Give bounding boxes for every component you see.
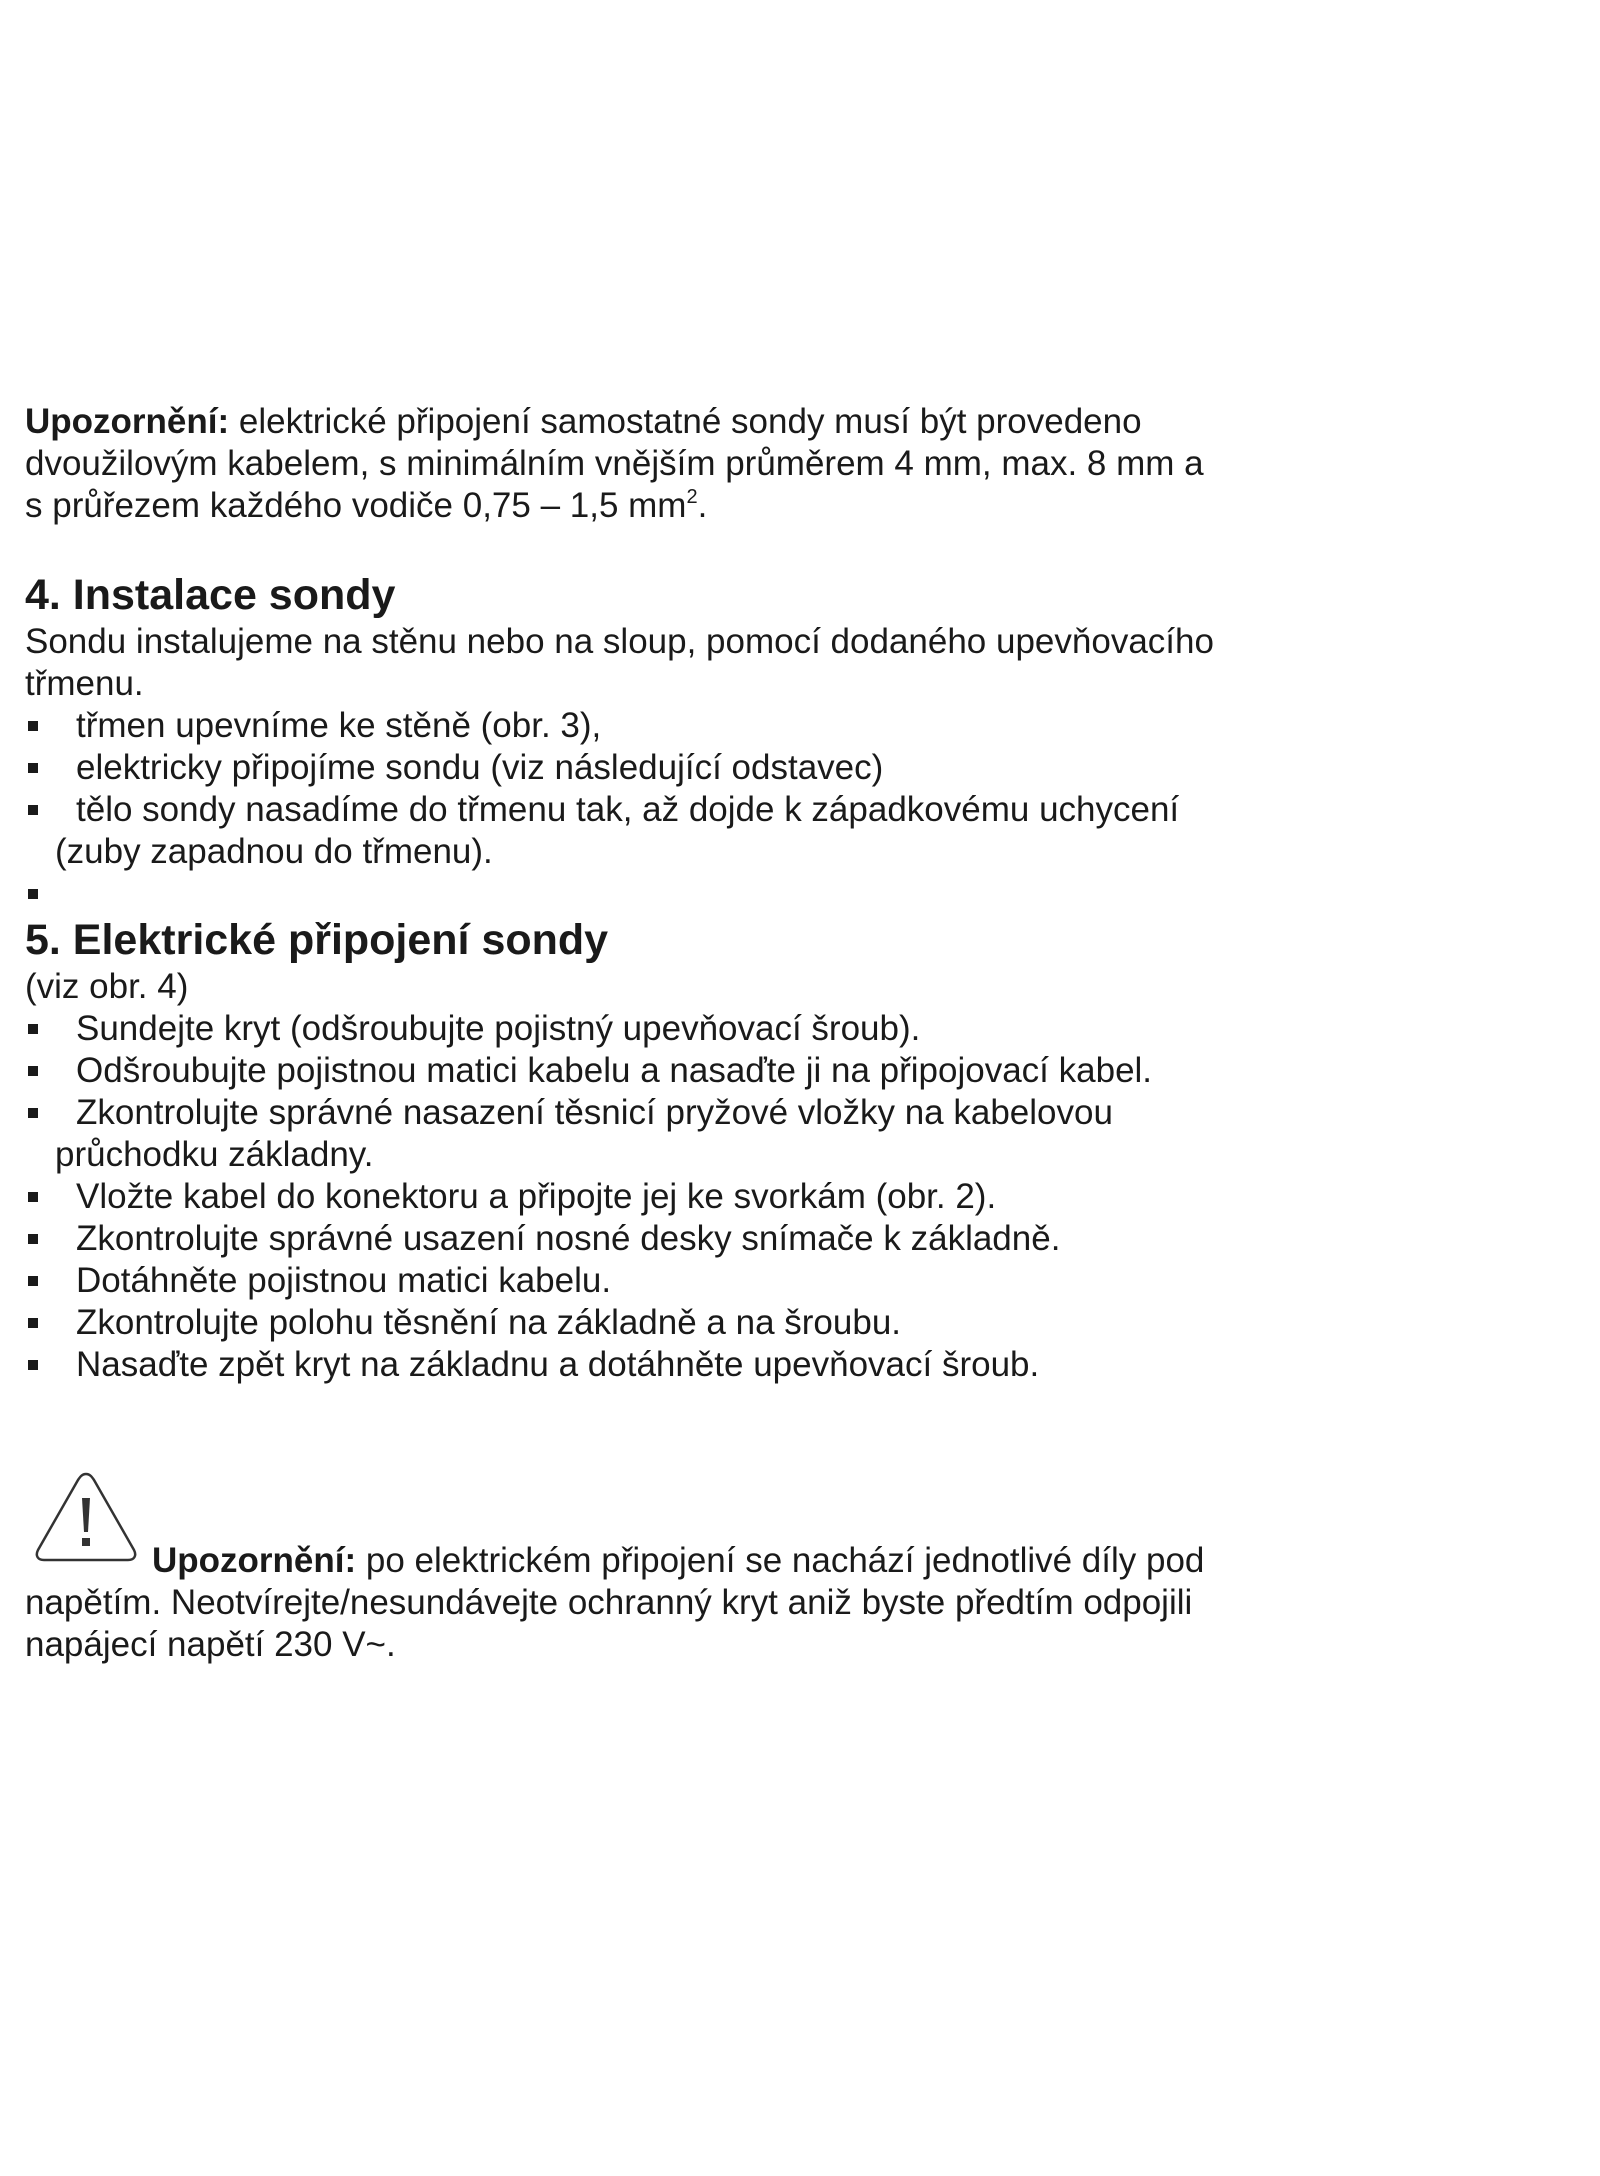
- list-item: [25, 747, 1305, 789]
- list-item-text: Dotáhněte pojistnou matici kabelu.: [76, 1261, 612, 1300]
- cable-note-line-3: [25, 485, 1305, 527]
- list-item: [25, 705, 1305, 747]
- warning-line-1: [152, 1540, 1204, 1582]
- list-item-text: průchodku základny.: [55, 1135, 374, 1174]
- list-item-text: Odšroubujte pojistnou matici kabelu a nasaďte ji na připojovací kabel.: [76, 1051, 1153, 1090]
- bullet-icon: [28, 763, 38, 773]
- bullet-icon: [28, 889, 38, 899]
- warning-label: Upozornění:: [152, 1541, 357, 1580]
- superscript: 2: [686, 486, 698, 508]
- section-4-steps: [25, 705, 1305, 873]
- section-4-intro-line-2: třmenu.: [25, 664, 144, 703]
- list-item-text: (zuby zapadnou do třmenu).: [55, 832, 493, 871]
- list-item: [25, 1008, 1305, 1050]
- list-item: [25, 1218, 1305, 1260]
- list-item: [25, 1344, 1305, 1386]
- bullet-icon: [28, 1318, 38, 1328]
- bullet-icon: [28, 1066, 38, 1076]
- list-item-text: Nasaďte zpět kryt na základnu a dotáhněte upevňovací šroub.: [76, 1345, 1040, 1384]
- warning-line-2: napětím. Neotvírejte/nesundávejte ochranný kryt aniž byste předtím odpojili: [25, 1583, 1193, 1622]
- list-item: [25, 1260, 1305, 1302]
- bullet-icon: [28, 721, 38, 731]
- bullet-icon: [28, 805, 38, 815]
- list-item: [25, 1092, 1305, 1176]
- list-item-text: třmen upevníme ke stěně (obr. 3),: [76, 706, 602, 745]
- cable-note-line-1: [25, 401, 1305, 443]
- section-5-steps: [25, 1008, 1305, 1386]
- warning-line-3: napájecí napětí 230 V~.: [25, 1625, 396, 1664]
- note-text: s průřezem každého vodiče 0,75 – 1,5 mm: [25, 486, 687, 525]
- note-label: Upozornění:: [25, 402, 230, 441]
- list-item-text: Vložte kabel do konektoru a připojte jej ke svorkám (obr. 2).: [76, 1177, 997, 1216]
- bullet-icon: [28, 1192, 38, 1202]
- section-4-intro-line-1: Sondu instalujeme na stěnu nebo na sloup, pomocí dodaného upevňovacího: [25, 622, 1214, 661]
- bullet-icon: [28, 1360, 38, 1370]
- warning-paragraph: [25, 1582, 1305, 1666]
- list-item-text: Sundejte kryt (odšroubujte pojistný upevňovací šroub).: [76, 1009, 921, 1048]
- section-4-heading: 4. Instalace sondy: [25, 571, 396, 619]
- section-5-ref-text: (viz obr. 4): [25, 967, 189, 1006]
- list-item: [25, 789, 1305, 873]
- list-item: [25, 1050, 1305, 1092]
- list-item-text: tělo sondy nasadíme do třmenu tak, až dojde k západkovému uchycení: [76, 790, 1180, 829]
- list-item-text: Zkontrolujte správné usazení nosné desky snímače k základně.: [76, 1219, 1061, 1258]
- section-4-intro: [25, 621, 1305, 705]
- bullet-icon: [28, 1276, 38, 1286]
- list-item-text: elektricky připojíme sondu (viz následující odstavec): [76, 748, 884, 787]
- list-item: [25, 1176, 1305, 1218]
- warning-text: po elektrickém připojení se nachází jednotlivé díly pod: [356, 1541, 1205, 1580]
- section-5-ref: [25, 966, 1305, 1008]
- list-item-text: Zkontrolujte polohu těsnění na základně a na šroubu.: [76, 1303, 902, 1342]
- section-5-heading: 5. Elektrické připojení sondy: [25, 916, 609, 964]
- bullet-icon: [28, 1234, 38, 1244]
- list-item-text: Zkontrolujte správné nasazení těsnicí pryžové vložky na kabelovou: [76, 1093, 1113, 1132]
- cable-note-line-2: dvoužilovým kabelem, s minimálním vnějším průměrem 4 mm, max. 8 mm a: [25, 444, 1204, 483]
- bullet-icon: [28, 1108, 38, 1118]
- bullet-icon: [28, 1024, 38, 1034]
- warning-triangle-icon: [30, 1468, 142, 1564]
- note-text: elektrické připojení samostatné sondy musí být provedeno: [229, 402, 1142, 441]
- list-item: [25, 1302, 1305, 1344]
- note-text: .: [697, 486, 708, 525]
- cable-note-paragraph: [25, 401, 1305, 527]
